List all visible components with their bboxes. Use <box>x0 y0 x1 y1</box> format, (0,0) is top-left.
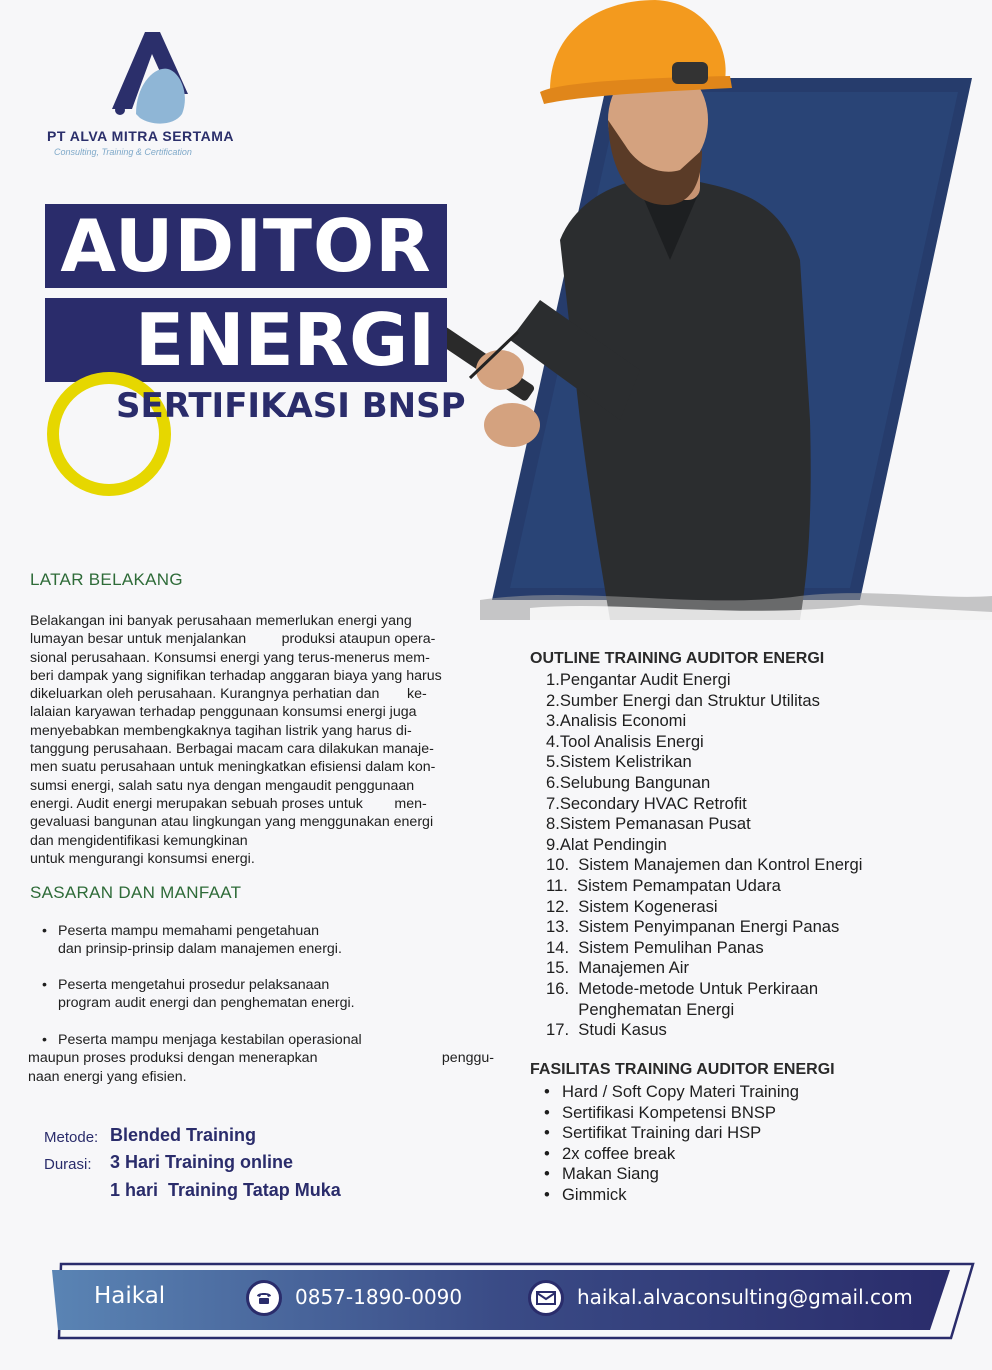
latar-line: dan mengidentifikasi kemungkinan <box>30 832 248 849</box>
hero-illustration <box>440 0 992 620</box>
latar-line: gevaluasi bangunan atau lingkungan yang menggunakan energi <box>30 814 434 831</box>
outline-item: 15. Manajemen Air <box>546 958 689 978</box>
outline-item: 10. Sistem Manajemen dan Kontrol Energi <box>546 855 863 875</box>
bullet-dot: • <box>42 923 47 939</box>
outline-item: 12. Sistem Kogenerasi <box>546 896 718 916</box>
outline-heading: OUTLINE TRAINING AUDITOR ENERGI <box>530 650 825 667</box>
sasaran-line: Peserta mampu memahami pengetahuan <box>58 923 320 939</box>
fasilitas-item: • Gimmick <box>544 1185 799 1206</box>
latar-line: sional perusahaan. Konsumsi energi yang terus-menerus mem- <box>30 649 430 666</box>
sasaran-line: Peserta mampu menjaga kestabilan operasional <box>58 1032 362 1048</box>
sasaran-line: dan prinsip-prinsip dalam manajemen energi. <box>58 941 342 958</box>
durasi-value-online: 3 Hari Training online <box>110 1152 294 1172</box>
outline-item: 1.Pengantar Audit Energi <box>546 670 731 689</box>
metode-label: Metode: <box>44 1129 99 1146</box>
outline-item: 6.Selubung Bangunan <box>546 772 711 792</box>
sasaran-item <box>42 976 502 1013</box>
contact-phone[interactable]: 0857-1890-0090 <box>295 1285 463 1309</box>
contact-email[interactable]: haikal.alvaconsulting@gmail.com <box>577 1285 913 1309</box>
outline-item: 17. Studi Kasus <box>546 1020 667 1040</box>
outline-item: 5.Sistem Kelistrikan <box>546 752 692 772</box>
email-icon <box>528 1280 564 1316</box>
section-heading-latar: LATAR BELAKANG <box>30 570 183 589</box>
latar-line: tanggung perusahaan. Berbagai macam cara dilakukan manaje- <box>30 741 434 758</box>
outline-item: 2.Sumber Energi dan Struktur Utilitas <box>546 690 820 710</box>
latar-line: Belakangan ini banyak perusahaan memerlukan energi yang <box>30 613 412 629</box>
latar-line: lumayan besar untuk menjalankan produksi ataupun opera- <box>30 631 436 648</box>
outline-item: 4.Tool Analisis Energi <box>546 731 704 751</box>
section-heading-sasaran: SASARAN DAN MANFAAT <box>30 883 242 902</box>
bullet-dot: • <box>42 977 47 993</box>
fasilitas-item: • Sertifikasi Kompetensi BNSP <box>544 1103 799 1124</box>
outline-item: Penghematan Energi <box>546 999 735 1019</box>
fasilitas-item: • Hard / Soft Copy Materi Training <box>544 1082 799 1103</box>
outline-item: 13. Sistem Penyimpanan Energi Panas <box>546 917 840 937</box>
sasaran-line: program audit energi dan penghematan energi. <box>58 995 355 1012</box>
sasaran-item <box>28 1031 494 1086</box>
company-name: PT ALVA MITRA SERTAMA <box>47 128 235 144</box>
sasaran-item <box>42 922 502 959</box>
latar-line: menyebabkan membengkaknya tagihan listrik yang harus di- <box>30 722 412 739</box>
latar-line: dikeluarkan oleh perusahaan. Kurangnya perhatian dan ke- <box>30 686 427 703</box>
fasilitas-item: • Sertifikat Training dari HSP <box>544 1123 799 1144</box>
bullet-dot: • <box>42 1032 47 1048</box>
latar-line: energi. Audit energi merupakan sebuah proses untuk men- <box>30 795 427 812</box>
outline-item: 14. Sistem Pemulihan Panas <box>546 937 764 957</box>
latar-line: sumsi energi, salah satu nya dengan mengaudit penggunaan <box>30 777 415 794</box>
durasi-value-tatap-muka: 1 hari Training Tatap Muka <box>110 1180 341 1200</box>
metode-value: Blended Training <box>110 1125 257 1145</box>
latar-line: lalaian karyawan terhadap penggunaan konsumsi energi juga <box>30 704 417 721</box>
durasi-label: Durasi: <box>44 1156 92 1173</box>
outline-item: 7.Secondary HVAC Retrofit <box>546 793 747 813</box>
fasilitas-list <box>544 1082 799 1206</box>
latar-line: beri dampak yang signifikan terhadap anggaran biaya yang harus <box>30 667 442 684</box>
outline-item: 11. Sistem Pemampatan Udara <box>546 875 781 895</box>
subtitle: SERTIFIKASI BNSP <box>116 386 466 426</box>
sasaran-line: naan energi yang efisien. <box>28 1068 187 1085</box>
outline-item: 16. Metode-metode Untuk Perkiraan <box>546 978 819 998</box>
sasaran-line: penggu- <box>441 1050 494 1067</box>
company-tagline: Consulting, Training & Certification <box>54 147 192 157</box>
fasilitas-heading: FASILITAS TRAINING AUDITOR ENERGI <box>530 1061 835 1078</box>
fasilitas-item: • 2x coffee break <box>544 1144 799 1165</box>
latar-line: untuk mengurangi konsumsi energi. <box>30 850 255 867</box>
latar-line: men suatu perusahaan untuk meningkatkan efisiensi dalam kon- <box>30 759 436 776</box>
title-line1: AUDITOR <box>45 204 447 288</box>
outline-item: 8.Sistem Pemanasan Pusat <box>546 814 751 834</box>
outline-list <box>546 670 862 1041</box>
contact-name: Haikal <box>94 1283 166 1309</box>
sasaran-line: Peserta mengetahui prosedur pelaksanaan <box>58 977 330 993</box>
phone-icon <box>246 1280 282 1316</box>
fasilitas-item: • Makan Siang <box>544 1164 799 1185</box>
sasaran-line: maupun proses produksi dengan menerapkan <box>28 1050 318 1067</box>
outline-item: 3.Analisis Economi <box>546 711 687 731</box>
latar-paragraph <box>30 612 498 868</box>
title-line2: ENERGI <box>45 298 447 382</box>
outline-item: 9.Alat Pendingin <box>546 834 667 854</box>
